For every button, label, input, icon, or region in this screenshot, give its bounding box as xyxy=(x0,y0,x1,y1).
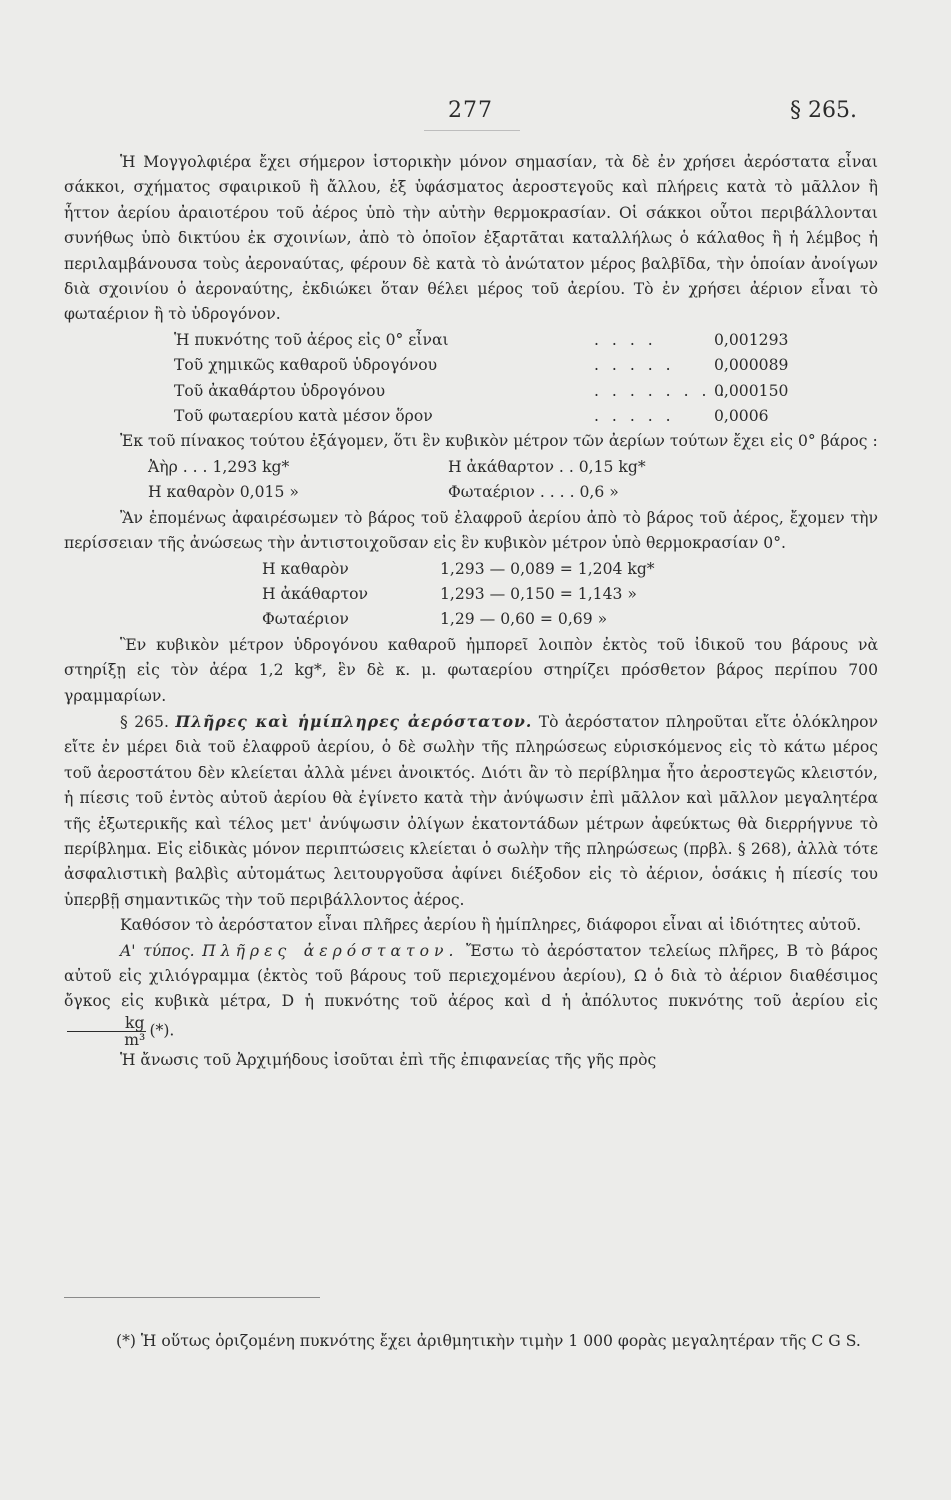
leader-dots: . . . . . xyxy=(594,407,675,426)
leader-dots: . . . . . . . . xyxy=(594,381,729,400)
calc-gas: Η καθαρὸν xyxy=(262,559,349,578)
density-value: 0,0006 xyxy=(714,407,769,426)
calc-gas: Φωταέριον xyxy=(262,610,349,629)
leader-dots: . . . . xyxy=(594,330,657,349)
weights-table xyxy=(64,455,878,506)
type-title: Πλῆρες ἀερόστατον. xyxy=(202,941,459,960)
type-label: Α' τύπος. xyxy=(120,941,195,960)
calc-row xyxy=(64,557,878,582)
buoyancy-calc-table xyxy=(64,557,878,633)
section-text: Τὸ ἀερόστατον πληροῦται εἴτε ὁλόκληρον εἴτε ἐν μέρει διὰ τοῦ ἐλαφροῦ ἀερίου, ὁ δὲ σωλὴν τῆς πληρώσεως εὑρισκόμενος εἰς τὸ κάτω μέρος τοῦ ἀεροστάτου δὲν κλείεται ἀλλὰ μένει ἀνοικτός. Διότι ἂν τὸ περίβλημα ἦτο ἀεροστεγῶς κλειστόν, ἡ πίεσις τοῦ ἐντὸς αὐτοῦ ἀερίου θὰ ἐγίνετο κατὰ τὴν ἀνύψωσιν ἐπὶ μᾶλλον καὶ μᾶλλον μεγαλητέρα τῆς ἐξωτερικῆς καὶ τέλος μετ' ἀνύψωσιν ὀλίγων ἑκατοντάδων μέτρων ἀφεύκτως θὰ διερρήγνυε τὸ περίβλημα. Εἰς εἰδικὰς μόνον περιπτώσεις κλείεται ὁ σωλὴν τῆς πληρώσεως (πρβλ. § 268), ἀλλὰ τότε ἀσφαλιστικὴ βαλβὶς αὐτομάτως λειτουργοῦσα ἀφίνει διέξοδον εἰς τὸ ἀέριον, ὁσάκις ἡ πίεσίς του ὑπερβῇ σημαντικῶς τὴν τοῦ περιβάλλοντος ἀέρος. xyxy=(64,712,878,909)
paragraph-type-a xyxy=(64,939,878,1048)
paragraph-section-265 xyxy=(64,709,878,913)
paragraph-hydrogen-lift: Ἓν κυβικὸν μέτρον ὑδρογόνου καθαροῦ ἠμπορεῖ λοιπὸν ἐκτὸς τοῦ ἰδικοῦ του βάρους νὰ στηρίξῃ εἰς τὸν ἀέρα 1,2 kg*, ἓν δὲ κ. μ. φωταερίου στηρίζει πρόσθετον βάρος περίπου 700 γραμμαρίων. xyxy=(64,635,878,705)
density-label: Τοῦ φωταερίου κατὰ μέσον ὅρον xyxy=(174,407,433,426)
paragraph-properties: Καθόσον τὸ ἀερόστατον εἶναι πλῆρες ἀερίου ἢ ἡμίπληρες, διάφοροι εἶναι αἱ ἰδιότητες αὐτοῦ. xyxy=(120,916,862,935)
density-row xyxy=(64,328,878,353)
fraction-denominator: m³ xyxy=(124,1030,146,1049)
footnote: (*) Ἡ οὕτως ὁριζομένη πυκνότης ἔχει ἀριθμητικὴν τιμὴν 1 000 φορὰς μεγαλητέραν τῆς C G S. xyxy=(116,1332,861,1350)
density-row xyxy=(64,353,878,378)
weight-right: Φωταέριον . . . . 0,6 » xyxy=(448,483,619,502)
fraction-numerator: kg xyxy=(67,1015,146,1032)
density-row xyxy=(64,379,878,404)
paragraph-archimedes: Ἡ ἄνωσις τοῦ Ἀρχιμήδους ἰσοῦται ἐπὶ τῆς ἐπιφανείας τῆς γῆς πρὸς xyxy=(120,1050,657,1069)
density-table xyxy=(64,328,878,430)
section-number: § 265. xyxy=(120,712,169,731)
paragraph-mongolfiere: Ἡ Μογγολφιέρα ἔχει σήμερον ἱστορικὴν μόνον σημασίαν, τὰ δὲ ἐν χρήσει ἀερόστατα εἶναι σάκκοι, σχήματος σφαιρικοῦ ἢ ἄλλου, ἐξ ὑφάσματος ἀεροστεγοῦς καὶ πλήρεις κατὰ τὸ μᾶλλον ἢ ἧττον ἀερίου ἀραιοτέρου τοῦ ἀέρος ὑπὸ τὴν αὐτὴν θερμοκρασίαν. Οἱ σάκκοι οὗτοι περιβάλλονται συνήθως ὑπὸ δικτύου ἐκ σχοινίων, ἀπὸ τὸ ὁποῖον ἐξαρτᾶται καταλλήλως ὁ κάλαθος ἢ ἡ λέμβος ἡ περιλαμβάνουσα τοὺς ἀεροναύτας, φέρουν δὲ κατὰ τὸ ἀνώτατον μέρος βαλβῖδα, τὴν ὁποίαν ἀνοίγων διὰ σχοινίου ὁ ἀεροναύτης, ἐκδιώκει ὅταν θέλει μέρος τοῦ ἀερίου. Τὸ ἐν χρήσει ἀέριον εἶναι τὸ φωταέριον ἢ τὸ ὑδρογόνον. xyxy=(64,153,878,324)
calc-row xyxy=(64,582,878,607)
running-section: § 265. xyxy=(790,98,857,123)
calc-expression: 1,293 — 0,089 = 1,204 kg* xyxy=(440,559,655,578)
calc-row xyxy=(64,607,878,632)
density-row xyxy=(64,404,878,429)
page-number: 277 xyxy=(448,98,493,123)
header-rule xyxy=(424,130,520,131)
weight-left: Ἀὴρ . . . 1,293 kg* xyxy=(148,457,290,476)
weights-row xyxy=(64,455,878,480)
type-text: Ἔστω τὸ ἀερόστατον τελείως πλῆρες, B τὸ βάρος αὐτοῦ εἰς χιλιόγραμμα (ἐκτὸς τοῦ βάρους τοῦ περιεχομένου ἀερίου), Ω ὁ διὰ τὸ ἀέριον διαθέσιμος ὄγκος εἰς κυβικὰ μέτρα, D ἡ πυκνότης τοῦ ἀέρος καὶ d ἡ ἀπόλυτος πυκνότης τοῦ ἀερίου εἰς xyxy=(64,941,878,1011)
weight-right: Η ἀκάθαρτον . . 0,15 kg* xyxy=(448,457,646,476)
paragraph-weights-intro: Ἐκ τοῦ πίνακος τούτου ἐξάγομεν, ὅτι ἓν κυβικὸν μέτρον τῶν ἀερίων τούτων ἔχει εἰς 0° βάρος : xyxy=(120,432,878,451)
unit-fraction xyxy=(67,1015,146,1048)
density-label: Ἡ πυκνότης τοῦ ἀέρος εἰς 0° εἶναι xyxy=(174,330,449,349)
calc-expression: 1,29 — 0,60 = 0,69 » xyxy=(440,610,608,629)
weight-left: Η καθαρὸν 0,015 » xyxy=(148,483,299,502)
main-text xyxy=(64,150,878,1073)
calc-gas: Η ἀκάθαρτον xyxy=(262,584,368,603)
density-value: 0,001293 xyxy=(714,330,789,349)
calc-expression: 1,293 — 0,150 = 1,143 » xyxy=(440,584,637,603)
leader-dots: . . . . . xyxy=(594,356,675,375)
density-label: Τοῦ ἀκαθάρτου ὑδρογόνου xyxy=(174,381,386,400)
density-value: 0,000150 xyxy=(714,381,789,400)
weights-row xyxy=(64,480,878,505)
footnote-rule xyxy=(64,1297,320,1298)
paragraph-buoyancy: Ἂν ἑπομένως ἀφαιρέσωμεν τὸ βάρος τοῦ ἐλαφροῦ ἀερίου ἀπὸ τὸ βάρος τοῦ ἀέρος, ἔχομεν τὴν περίσσειαν τῆς ἀνώσεως τὴν ἀντιστοιχοῦσαν εἰς ἓν κυβικὸν μέτρον ὑπὸ θερμοκρασίαν 0°. xyxy=(64,508,878,553)
density-label: Τοῦ χημικῶς καθαροῦ ὑδρογόνου xyxy=(174,356,438,375)
footnote-marker: (*). xyxy=(149,1021,175,1040)
section-title: Πλῆρες καὶ ἡμίπληρες ἀερόστατον. xyxy=(175,711,533,731)
density-value: 0,000089 xyxy=(714,356,789,375)
